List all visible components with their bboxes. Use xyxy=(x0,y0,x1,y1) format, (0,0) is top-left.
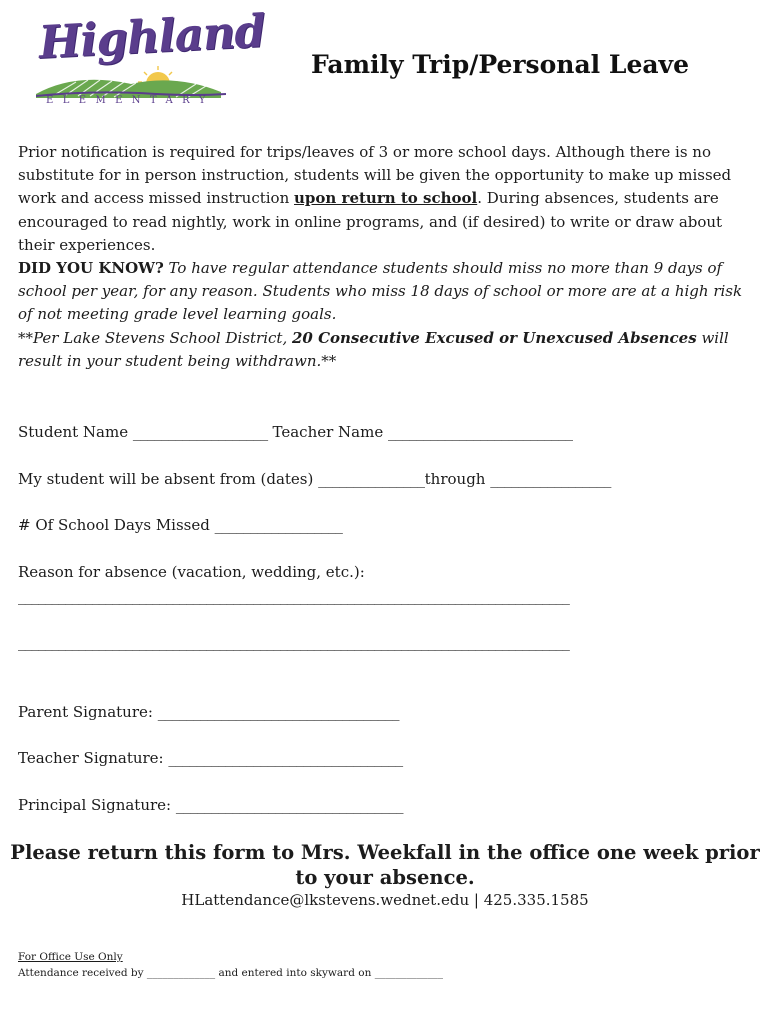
absent-from-field[interactable]: _______________ xyxy=(318,470,425,488)
parent-signature-row xyxy=(18,702,399,722)
office-use-row xyxy=(18,967,443,979)
policy-bold: 20 Consecutive Excused or Unexcused Absences xyxy=(291,328,697,347)
teacher-signature-field[interactable]: _________________________________ xyxy=(168,749,403,767)
teacher-name-label: Teacher Name xyxy=(267,423,388,441)
parent-signature-label: Parent Signature: xyxy=(18,703,158,721)
did-you-know-paragraph xyxy=(18,257,753,373)
principal-signature-label: Principal Signature: xyxy=(18,796,176,814)
reason-line-1[interactable] xyxy=(18,586,569,606)
days-missed-field[interactable]: __________________ xyxy=(214,516,343,534)
return-instruction: Please return this form to Mrs. Weekfall in the office one week prior to your absence. xyxy=(10,841,760,889)
office-received-field[interactable]: _____________ xyxy=(146,967,216,979)
teacher-signature-row xyxy=(18,748,403,768)
student-name-field[interactable]: ___________________ xyxy=(132,423,268,441)
intro-text-2: . During absences, students are encouraged to read nightly, work in online programs, and (if desired) to write or draw about their experiences. xyxy=(18,189,723,254)
logo-landscape-icon xyxy=(36,64,226,98)
intro-emphasis: upon return to school xyxy=(294,189,478,208)
reason-line-1-blank[interactable]: __________________________________________________________________________________ xyxy=(18,587,570,605)
name-fields-row xyxy=(18,422,573,442)
intro-paragraph xyxy=(18,141,753,257)
school-logo xyxy=(36,4,267,112)
absent-through-field[interactable]: _________________ xyxy=(490,470,611,488)
office-entered-label: and entered into skyward on xyxy=(215,967,375,979)
student-name-label: Student Name xyxy=(18,423,133,441)
policy-suffix: will result in your student being withdrawn.** xyxy=(18,328,729,370)
logo-subtitle: ELEMENTARY xyxy=(46,95,215,106)
office-use-heading: For Office Use Only xyxy=(18,951,123,963)
office-entered-field[interactable]: _____________ xyxy=(374,967,443,979)
reason-line-2-blank[interactable]: __________________________________________________________________________________ xyxy=(18,633,570,651)
principal-signature-field[interactable]: ________________________________ xyxy=(175,796,404,814)
days-missed-row xyxy=(18,515,342,535)
intro-text-1: Prior notification is required for trips/leaves of 3 or more school days. Although there is no substitute for in person instruction, students will be given the opportunity to make up missed work and access missed instruction xyxy=(18,143,732,208)
policy-prefix: **Per Lake Stevens School District, xyxy=(18,328,292,347)
principal-signature-row xyxy=(18,795,403,815)
logo-wordmark: Highland xyxy=(37,4,267,69)
through-label: through xyxy=(424,470,491,488)
parent-signature-field[interactable]: __________________________________ xyxy=(157,703,400,721)
dates-row xyxy=(18,469,611,489)
contact-info: HLattendance@lkstevens.wednet.edu | 425.335.1585 xyxy=(181,891,589,909)
page-title: Family Trip/Personal Leave xyxy=(311,50,689,79)
did-you-know-lead: DID YOU KNOW? xyxy=(18,259,164,277)
days-missed-label: # Of School Days Missed xyxy=(18,516,215,534)
teacher-name-field[interactable]: __________________________ xyxy=(388,423,573,441)
absent-from-label: My student will be absent from (dates) xyxy=(18,470,319,488)
office-received-label: Attendance received by xyxy=(18,967,147,979)
teacher-signature-label: Teacher Signature: xyxy=(18,749,169,767)
did-you-know-text: To have regular attendance students should miss no more than 9 days of school per year, for any reason. Students who miss 18 days of school or more are at a high risk of not meeting grade level learning goals. xyxy=(18,259,743,324)
reason-line-2[interactable] xyxy=(18,632,569,652)
reason-label: Reason for absence (vacation, wedding, etc.): xyxy=(18,563,365,581)
